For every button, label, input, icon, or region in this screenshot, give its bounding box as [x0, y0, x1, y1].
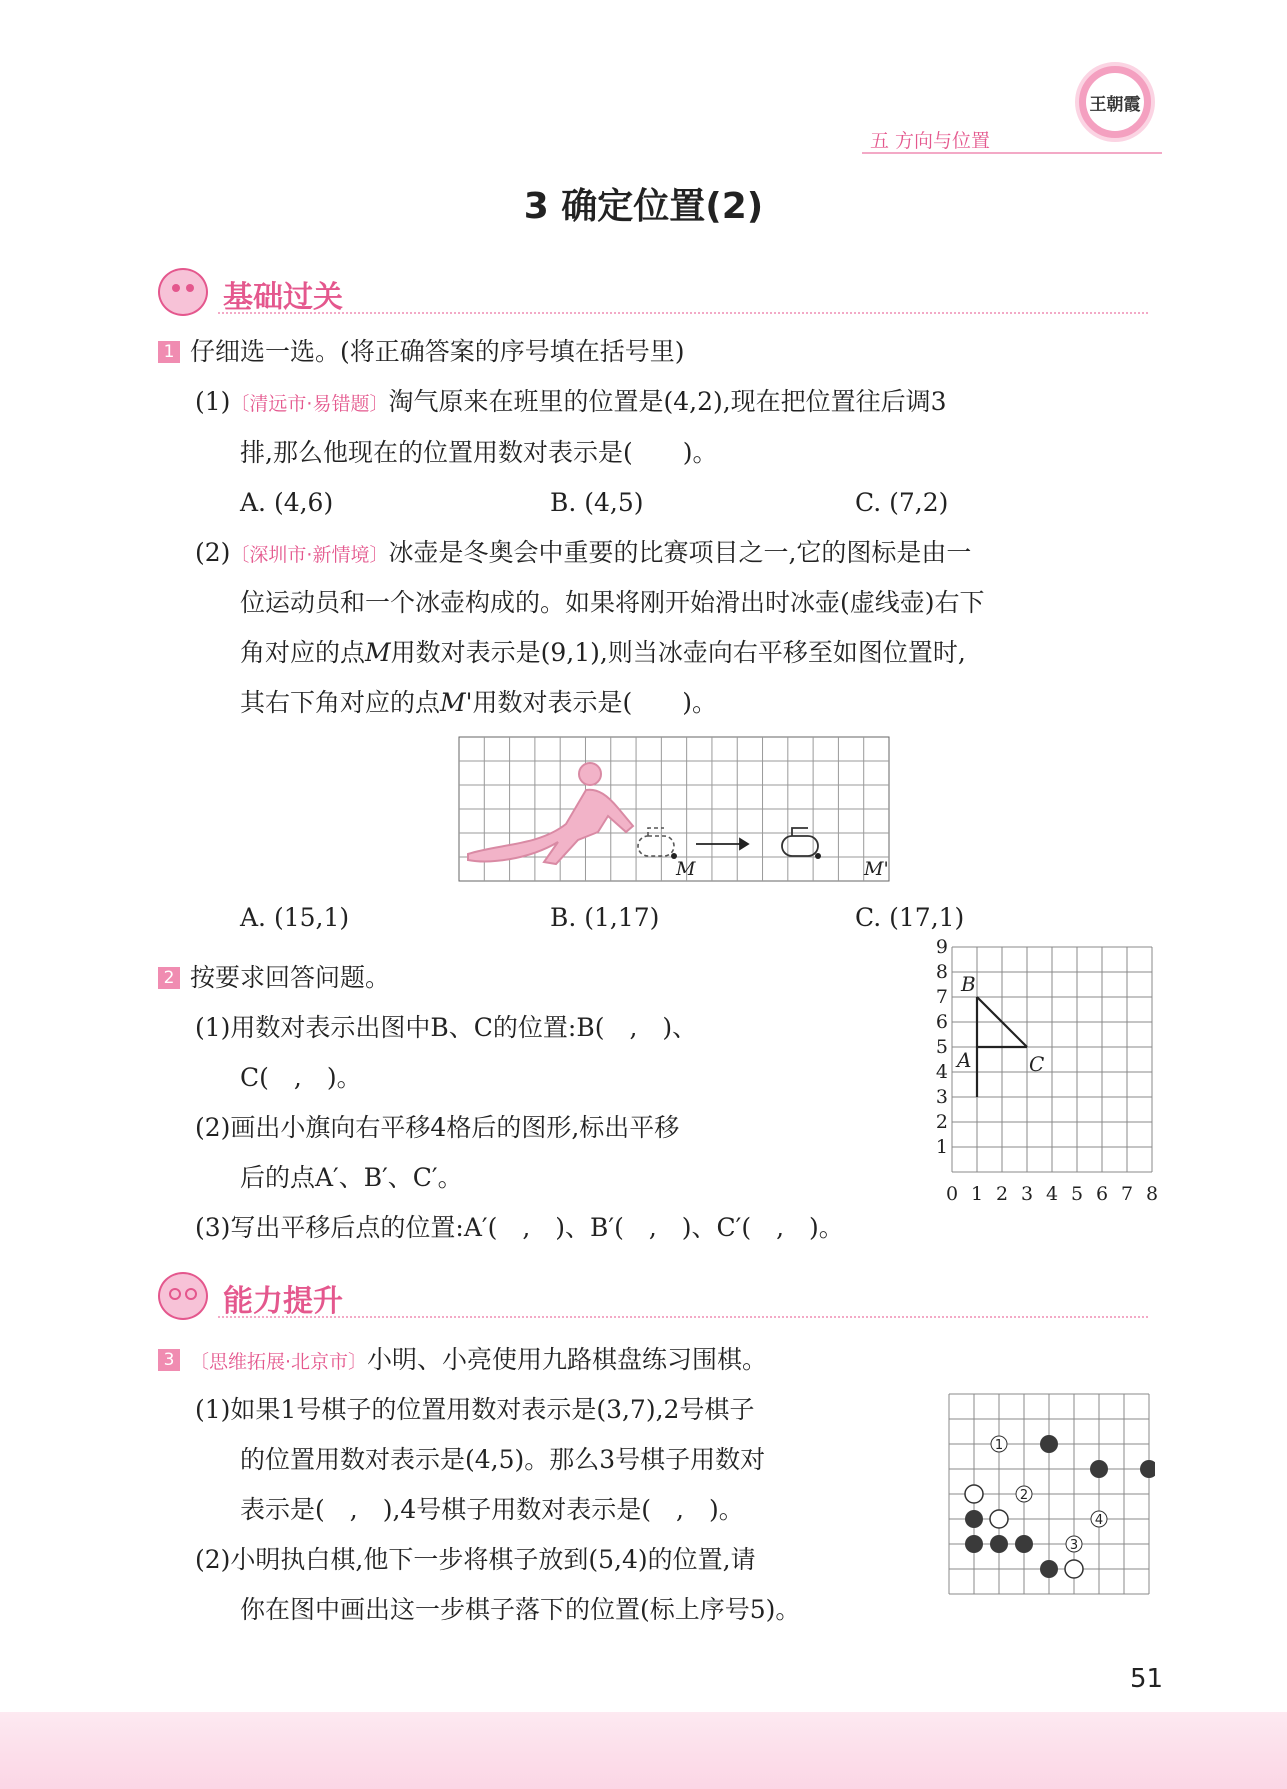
arrow-icon [696, 839, 748, 849]
y-tick-label: 4 [935, 1061, 948, 1083]
flag-grid-figure [930, 930, 1170, 1210]
black-stone [965, 1510, 983, 1528]
stone-number-label: 4 [1094, 1513, 1104, 1528]
page-title: 3 确定位置(2) [523, 186, 764, 227]
section-advanced-title: 能力提升 [223, 1284, 343, 1319]
black-stone [1040, 1435, 1058, 1453]
black-stone [1040, 1560, 1058, 1578]
mascot-glasses-icon [158, 1272, 208, 1320]
q1-p2-option-a: A. (15,1) [240, 903, 350, 932]
q1-p2-text3b: 用数对表示是(9,1),则当冰壶向右平移至如图位置时, [390, 638, 966, 667]
q1-p1-option-b: B. (4,5) [550, 488, 644, 517]
black-stone [990, 1535, 1008, 1553]
q1-p2-text4b: 用数对表示是( )。 [472, 688, 718, 717]
page-number: 51 [1130, 1664, 1164, 1694]
q3-stem-text: 小明、小亮使用九路棋盘练习围棋。 [367, 1345, 768, 1374]
q3-tag: 〔思维拓展·北京市〕 [190, 1351, 368, 1373]
x-tick-label: 3 [1020, 1183, 1034, 1205]
section-basic-title: 基础过关 [223, 280, 343, 315]
q2-p1-line1: (1)用数对表示出图中B、C的位置:B( , )、 [195, 1013, 698, 1042]
x-tick-label: 5 [1070, 1183, 1084, 1205]
q1-badge: 1 [158, 341, 180, 363]
athlete-icon [468, 763, 633, 864]
q2-stem-text: 按要求回答问题。 [190, 963, 391, 992]
q1-p1-option-a: A. (4,6) [240, 488, 334, 517]
black-stone [965, 1535, 983, 1553]
mascot-icon [158, 268, 208, 316]
x-tick-label: 7 [1120, 1183, 1134, 1205]
white-stone [990, 1510, 1008, 1528]
q1-p2-text3a: 角对应的点 [240, 638, 366, 667]
x-tick-label: 2 [995, 1183, 1009, 1205]
q1-p2-option-c: C. (17,1) [855, 903, 965, 932]
q1-p2-line2: 位运动员和一个冰壶构成的。如果将刚开始滑出时冰壶(虚线壶)右下 [240, 588, 985, 617]
black-stone [1090, 1460, 1108, 1478]
logo-badge [1075, 62, 1155, 142]
header-rule [862, 152, 1162, 154]
flag-label-a: A [957, 1048, 972, 1072]
q2-stem [158, 960, 390, 996]
stone-number-label: 2 [1019, 1488, 1029, 1503]
q2-p2-line1: (2)画出小旗向右平移4格后的图形,标出平移 [195, 1113, 680, 1142]
x-tick-label: 4 [1045, 1183, 1059, 1205]
q2-badge: 2 [158, 967, 180, 989]
q1-p2-option-b: B. (1,17) [550, 903, 660, 932]
y-tick-label: 2 [935, 1111, 948, 1133]
section-divider [218, 312, 1148, 314]
q1-p2-label: (2) [195, 538, 231, 567]
q1-p1-text1: 淘气原来在班里的位置是(4,2),现在把位置往后调3 [388, 387, 947, 416]
black-stone [1140, 1460, 1155, 1478]
stone-number-label: 1 [994, 1438, 1004, 1453]
q1-p1-line2: 排,那么他现在的位置用数对表示是( )。 [240, 438, 718, 467]
chapter-label: 五 方向与位置 [870, 130, 991, 152]
q1-stem [158, 334, 685, 370]
q1-p1-option-c: C. (7,2) [855, 488, 949, 517]
section-advanced [158, 1272, 1158, 1320]
q1-p2-line1 [195, 535, 971, 573]
q2-p3: (3)写出平移后点的位置:A′( , )、B′( , )、C′( , )。 [195, 1213, 844, 1242]
q1-p2-tag: 〔深圳市·新情境〕 [230, 544, 389, 566]
curling-figure [458, 736, 890, 882]
section-divider-2 [218, 1316, 1148, 1318]
label-m: M [676, 858, 696, 880]
q1-p1-line1 [195, 384, 947, 422]
white-stone [965, 1485, 983, 1503]
q2-p1-line2: C( , )。 [240, 1063, 362, 1092]
q3-badge: 3 [158, 1349, 180, 1371]
flag-label-c: C [1029, 1052, 1045, 1076]
flag-label-b: B [961, 972, 976, 996]
point-m2-marker [815, 853, 821, 859]
q3-p2-line2: 你在图中画出这一步棋子落下的位置(标上序号5)。 [240, 1595, 801, 1624]
y-tick-label: 5 [935, 1036, 948, 1058]
y-tick-label: 7 [935, 986, 948, 1008]
q1-p1-label: (1) [195, 387, 231, 416]
q1-p2-point-m2: M' [440, 688, 473, 717]
white-stone [1065, 1560, 1083, 1578]
q1-p1-tag: 〔清远市·易错题〕 [230, 393, 389, 415]
q1-p2-text4a: 其右下角对应的点 [240, 688, 441, 717]
q1-p2-line3 [240, 635, 966, 671]
x-tick-label: 8 [1145, 1183, 1159, 1205]
x-tick-label: 1 [970, 1183, 984, 1205]
footer-band [0, 1712, 1287, 1789]
label-m2: M' [864, 858, 889, 880]
x-tick-label: 6 [1095, 1183, 1109, 1205]
q2-p2-line2: 后的点A′、B′、C′。 [240, 1163, 463, 1192]
q1-p2-line4 [240, 685, 717, 721]
q3-p1-line1: (1)如果1号棋子的位置用数对表示是(3,7),2号棋子 [195, 1395, 755, 1424]
q3-p1-line3: 表示是( , ),4号棋子用数对表示是( , )。 [240, 1495, 744, 1524]
y-tick-label: 8 [935, 961, 948, 983]
q3-p1-line2: 的位置用数对表示是(4,5)。那么3号棋子用数对 [240, 1445, 766, 1474]
q1-p2-text1: 冰壶是冬奥会中重要的比赛项目之一,它的图标是由一 [388, 538, 972, 567]
stone-number-label: 3 [1069, 1538, 1079, 1553]
q3-p2-line1: (2)小明执白棋,他下一步将棋子放到(5,4)的位置,请 [195, 1545, 756, 1574]
go-board [945, 1390, 1155, 1600]
y-tick-label: 3 [935, 1086, 948, 1108]
y-tick-label: 6 [935, 1011, 948, 1033]
black-stone [1015, 1535, 1033, 1553]
section-basic [158, 268, 1158, 316]
y-tick-label: 9 [935, 936, 948, 958]
q3-stem [158, 1342, 767, 1380]
logo-text: 王朝霞 [1089, 95, 1141, 115]
q1-stem-text: 仔细选一选。(将正确答案的序号填在括号里) [190, 337, 685, 366]
curling-stone-dashed [638, 828, 674, 856]
y-tick-label: 1 [935, 1136, 948, 1158]
q1-p2-point-m: M [365, 638, 391, 667]
x-tick-label: 0 [945, 1183, 959, 1205]
